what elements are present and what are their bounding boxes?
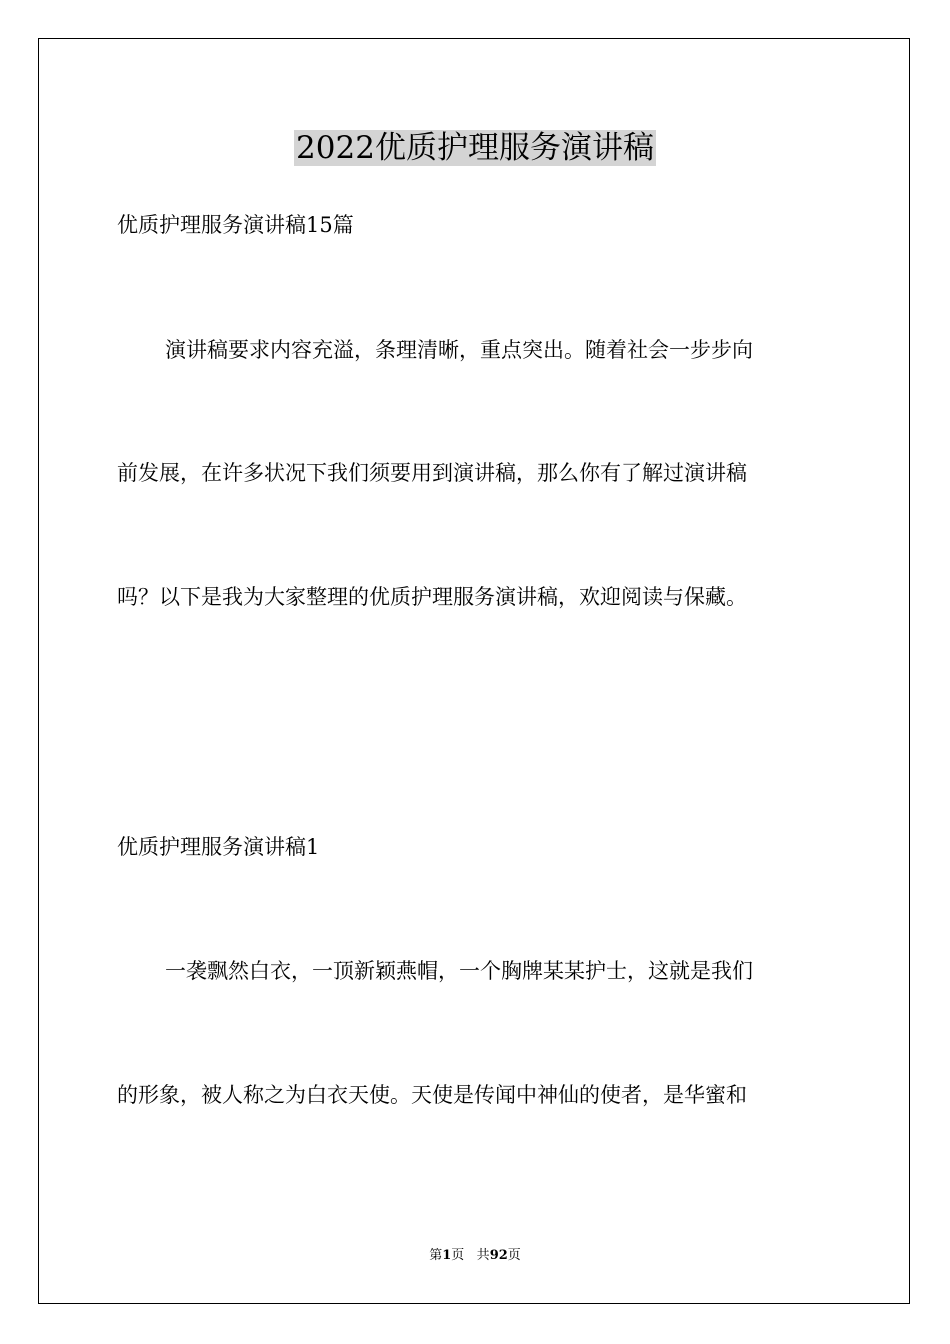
total-suffix: 页 xyxy=(507,1248,521,1263)
document-title xyxy=(0,126,950,170)
total-prefix: 共 xyxy=(476,1248,490,1263)
document-title-text: 2022优质护理服务演讲稿 xyxy=(296,130,654,166)
document-subtitle: 优质护理服务演讲稿15篇 xyxy=(117,213,354,237)
section-line-1: 一袭飘然白衣，一顶新颖燕帽，一个胸牌某某护士，这就是我们 xyxy=(165,959,753,983)
intro-line-1: 演讲稿要求内容充溢，条理清晰，重点突出。随着社会一步步向 xyxy=(165,338,753,362)
total-pages: 92 xyxy=(489,1248,508,1263)
intro-line-2: 前发展，在许多状况下我们须要用到演讲稿，那么你有了解过演讲稿 xyxy=(117,461,747,485)
page-suffix: 页 xyxy=(451,1248,465,1263)
intro-line-3: 吗？以下是我为大家整理的优质护理服务演讲稿，欢迎阅读与保藏。 xyxy=(117,585,747,609)
section-heading: 优质护理服务演讲稿1 xyxy=(117,835,320,859)
section-line-2: 的形象，被人称之为白衣天使。天使是传闻中神仙的使者，是华蜜和 xyxy=(117,1083,747,1107)
page-prefix: 第 xyxy=(429,1248,443,1263)
page-footer xyxy=(0,1246,950,1266)
page-number: 1 xyxy=(442,1248,452,1263)
